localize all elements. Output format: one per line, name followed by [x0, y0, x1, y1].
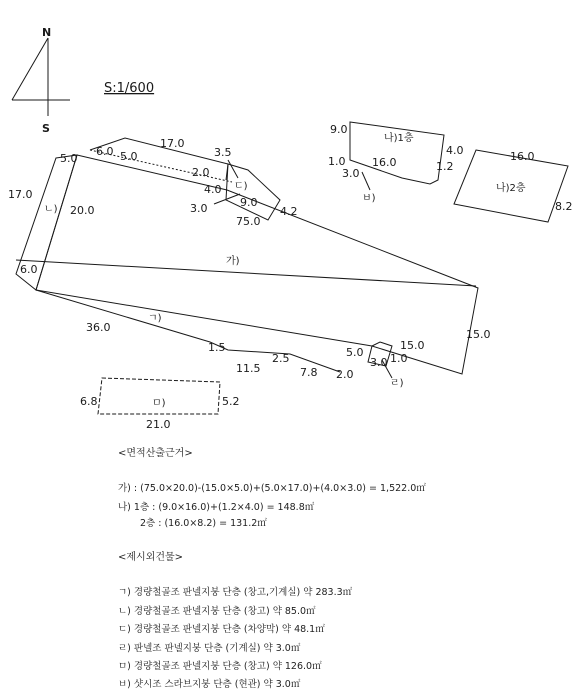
label-digeut: ㄷ): [234, 181, 248, 192]
dim-label: 4.2: [280, 205, 298, 218]
excluded-item: ㄹ) 판넬조 판넬지붕 단층 (기계실) 약 3.0㎡: [118, 643, 301, 654]
label-na2: 나)2층: [496, 183, 526, 194]
area-ga: 가) : (75.0×20.0)-(15.0×5.0)+(5.0×17.0)+(4.0×3.0) = 1,522.0㎡: [118, 483, 426, 494]
dim-label: 5.0: [120, 150, 138, 163]
dim-label: 5.2: [222, 395, 240, 408]
building-digeut-outline: [226, 164, 280, 220]
compass-north: N: [42, 26, 52, 39]
area-na2: 2층 : (16.0×8.2) = 131.2㎡: [140, 518, 267, 529]
dim-label: 4.0: [204, 183, 222, 196]
building-na1-outline: [350, 122, 444, 184]
dim-label: 2.0: [192, 166, 210, 179]
area-na1: 나) 1층 : (9.0×16.0)+(1.2×4.0) = 148.8㎡: [118, 502, 315, 513]
dim-label: 3.5: [214, 146, 232, 159]
dim-label: 1.0: [328, 155, 346, 168]
dim-label: 3.0: [190, 202, 208, 215]
dim-label: 5.0: [346, 346, 364, 359]
excluded-item: ㄷ) 경량철골조 판넬지붕 단층 (차양막) 약 48.1㎡: [118, 624, 325, 635]
dim-label: 16.0: [372, 156, 397, 169]
label-bieup: ㅂ): [362, 193, 376, 204]
dim-label: 2.0: [336, 368, 354, 381]
dim-label: 21.0: [146, 418, 171, 431]
label-rieul: ㄹ): [390, 378, 404, 389]
excluded-item: ㅂ) 샷시조 스라브지붕 단층 (현관) 약 3.0㎡: [118, 679, 301, 690]
dim-label: 16.0: [510, 150, 535, 163]
label-mieum: ㅁ): [152, 398, 166, 409]
dim-label: 17.0: [160, 137, 185, 150]
label-na1: 나)1층: [384, 133, 414, 144]
excluded-heading: <제시외건물>: [118, 552, 184, 563]
dim-label: 2.5: [272, 352, 290, 365]
compass-south: S: [42, 122, 50, 135]
label-nieun: ㄴ): [44, 204, 58, 215]
label-gieok: ㄱ): [148, 313, 162, 324]
dim-label: 17.0: [8, 188, 33, 201]
excluded-item: ㄴ) 경량철골조 판넬지붕 단층 (창고) 약 85.0㎡: [118, 606, 316, 617]
dim-label: 36.0: [86, 321, 111, 334]
dim-label: 1.0: [390, 352, 408, 365]
scale-label: S:1/600: [104, 81, 155, 96]
dim-label: 4.0: [446, 144, 464, 157]
dim-label: 15.0: [466, 328, 491, 341]
dim-label: 75.0: [236, 215, 261, 228]
dim-label: 1.5: [208, 341, 226, 354]
dim-label: 15.0: [400, 339, 425, 352]
dim-label: 3.0: [342, 167, 360, 180]
dim-label: 20.0: [70, 204, 95, 217]
dim-label: 6.0: [96, 145, 114, 158]
dim-label: 11.5: [236, 362, 261, 375]
area-heading: <면적산출근거>: [118, 448, 193, 459]
dim-label: 9.0: [330, 123, 348, 136]
dim-label: 5.0: [60, 152, 78, 165]
dim-label: 8.2: [555, 200, 573, 213]
label-ga: 가): [226, 256, 240, 267]
dim-label: 1.2: [436, 160, 454, 173]
dim-label: 6.0: [20, 263, 38, 276]
dim-label: 6.8: [80, 395, 98, 408]
dim-label: 9.0: [240, 196, 258, 209]
excluded-item: ㅁ) 경량철골조 판넬지붕 단층 (창고) 약 126.0㎡: [118, 661, 322, 672]
dim-label: 7.8: [300, 366, 318, 379]
dim-label: 3.0: [370, 356, 388, 369]
excluded-item: ㄱ) 경량철골조 판넬지붕 단층 (창고,기계실) 약 283.3㎡: [118, 587, 353, 598]
